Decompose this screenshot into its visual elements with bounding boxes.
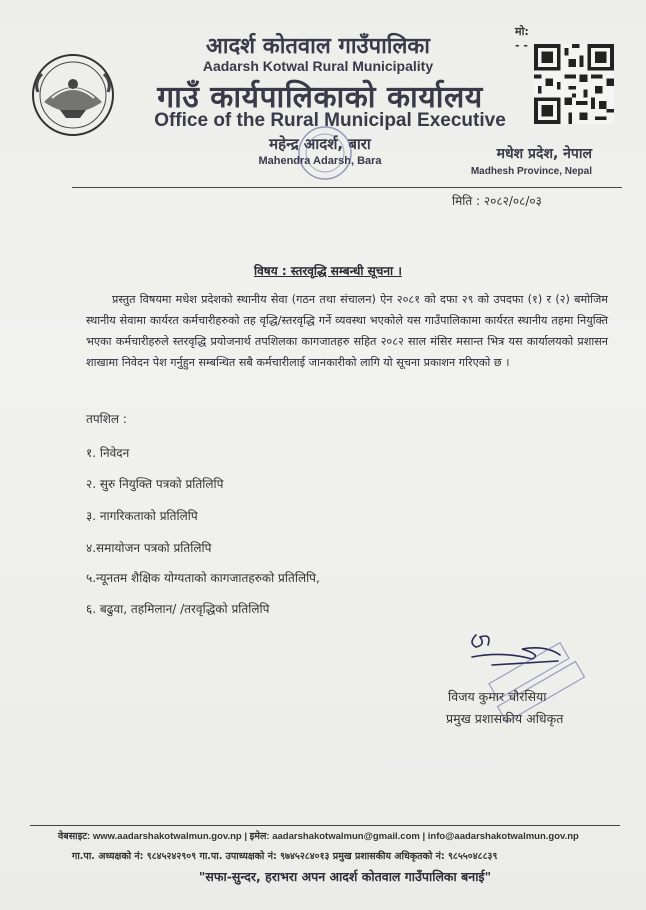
address-english: Mahendra Adarsh, Bara [258,155,382,167]
footer-contact: वेबसाइट: www.aadarshakotwalmun.gov.np | इमेल: aadarshakotwalmun@gmail.com | info@aadarshakotwalmun.gov.np [58,831,579,842]
office-name-english: Office of the Rural Municipal Executive [154,110,506,131]
municipality-name-nepali: आदर्श कोतवाल गाउँपालिका [206,34,430,59]
notice-body: प्रस्तुत विषयमा मधेश प्रदेशको स्थानीय सेवा (गठन तथा संचालन) ऐन २०८१ को दफा २९ को उपदफा (१) र (२) बमोजिम स्थानीय सेवामा कार्यरत कर्मचारीहरुको तह वृद्धि/स्तरवृद्धि गर्ने व्यवस्था भएकोले यस गाउँपालिकामा कार्यरत स्थानीय तहमा नियुक्ति भएका कर्मचारीहरुले स्तरवृद्धि प्रयोजनार्थ तपशिलका कागजातहरु सहित २०८२ साल मंसिर मसान्त भित्र यस कार्यालयको प्रशासन शाखामा निवेदन पेश गर्नुहुन सम्बन्धित सबै कर्मचारीलाई जानकारीको लागि यो सूचना प्रकाशन गरिएको छ । [86,293,608,369]
list-item: ६. बढुवा, तहमिलान/ /तरवृद्धिको प्रतिलिपि [86,602,270,616]
list-item: ४.समायोजन पत्रको प्रतिलिपि [86,541,212,555]
document-date: मिति : २०८२/०८/०३ [452,194,542,208]
signatory-name: विजय कुमार चौरसिया [448,689,547,704]
province-nepali: मधेश प्रदेश, नेपाल [496,146,592,162]
list-item: २. सुरु नियुक्ति पत्रको प्रतिलिपि [86,477,224,491]
office-name-nepali: गाउँ कार्यपालिकाको कार्यालय [157,80,483,115]
emblem-logo-icon [30,52,116,138]
footer-divider [30,825,620,826]
signatory-title: प्रमुख प्रशासकीय अधिकृत [446,711,564,726]
list-item: ३. नागरिकताको प्रतिलिपि [86,509,198,523]
mobile-label: मो: - - [515,25,529,52]
list-item: ५.न्यूनतम शैक्षिक योग्यताको कागजातहरुको प्रतिलिपि, [86,571,320,585]
address-nepali: महेन्द्र आदर्श, बारा [269,135,371,153]
office-seal-stamp [296,124,354,182]
list-item: १. निवेदन [86,446,130,460]
list-heading: तपशिल : [86,412,127,426]
province-english: Madhesh Province, Nepal [470,166,592,177]
municipality-name-english: Aadarsh Kotwal Rural Municipality [202,58,434,74]
footer-phones: गा.पा. अध्यक्षको नं: ९८४५२४२९०९ गा.पा. उपाध्यक्षको नं: ९७४५२८४०१३ प्रमुख प्रशासकीय अधिकृतको नं: ९८५५०४८८३९ [72,851,498,862]
header-divider [72,187,622,188]
footer-slogan: "सफा-सुन्दर, हराभरा अपन आदर्श कोतवाल गाउँपालिका बनाई" [198,869,492,884]
subject-line: विषय : स्तरवृद्धि सम्बन्धी सूचना । [254,264,402,278]
qr-code-icon [534,44,614,124]
